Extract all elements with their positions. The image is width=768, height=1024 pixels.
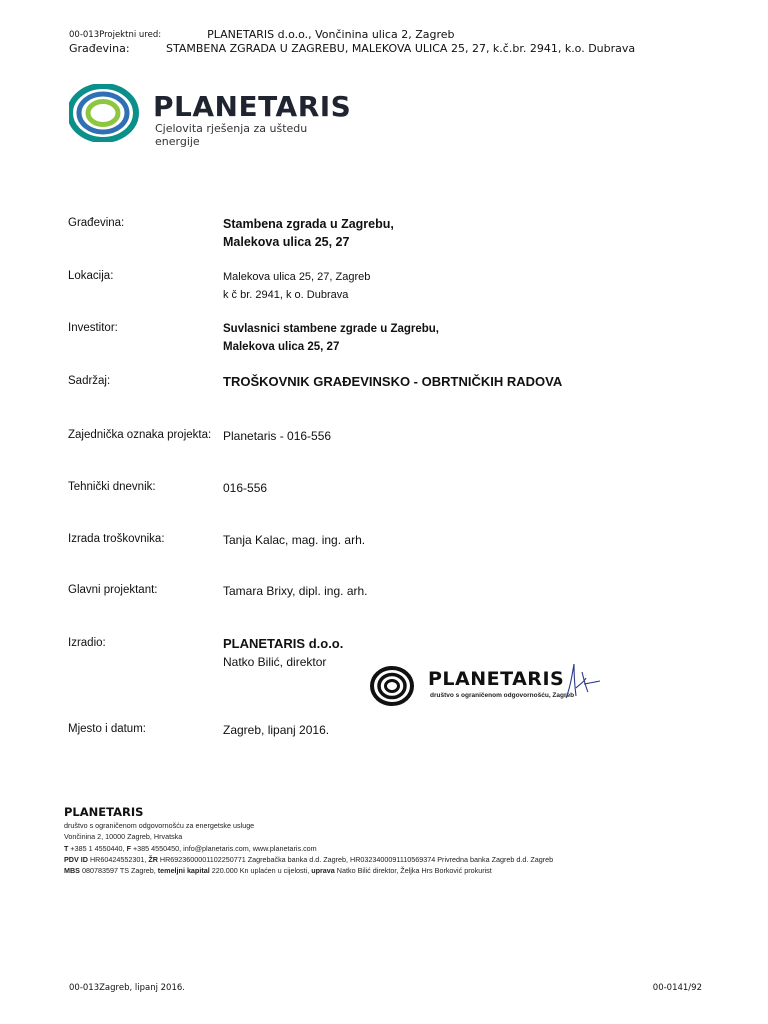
field-value-dnevnik: 016-556: [223, 481, 268, 495]
field-label-izrada: Izrada troškovnika:: [68, 533, 165, 545]
logo-wordmark: PLANETARIS: [153, 90, 352, 123]
izradio-company: PLANETARIS d.o.o.: [223, 636, 344, 651]
field-value-investitor: [223, 320, 439, 356]
header-office-value: PLANETARIS d.o.o., Vončinina ulica 2, Zagreb: [207, 28, 455, 41]
planetaris-logo: [69, 84, 352, 148]
mbs-value: 080783597 TS Zagreb,: [81, 866, 156, 876]
investitor-line1: Suvlasnici stambene zgrade u Zagrebu,: [223, 323, 440, 335]
phone-value: +385 1 4550440,: [70, 843, 125, 853]
uprava-label: uprava: [311, 866, 335, 876]
logo-tagline: Cjelovita rješenja za uštedu energije: [155, 122, 308, 148]
header-code: 00-013: [69, 30, 100, 40]
pdv-label: PDV ID: [64, 854, 88, 864]
company-stamp: [370, 662, 600, 710]
field-label-dnevnik: Tehnički dnevnik:: [68, 481, 156, 493]
company-info: [64, 804, 600, 876]
field-value-izrada: Tanja Kalac, mag. ing. arh.: [223, 533, 366, 547]
fax-label: F: [126, 843, 131, 853]
zr-label: ŽR: [148, 854, 158, 864]
field-label-mjesto: Mjesto i datum:: [68, 723, 146, 735]
header-building-value: STAMBENA ZGRADA U ZAGREBU, MALEKOVA ULICA 25, 27, k.č.br. 2941, k.o. Dubrava: [166, 42, 636, 55]
field-label-sadrzaj: Sadržaj:: [68, 375, 111, 387]
header-building-label: Građevina:: [69, 42, 130, 55]
signature-icon: [562, 658, 602, 704]
header-row-office: [69, 28, 635, 42]
gradevina-line1: Stambena zgrada u Zagrebu,: [223, 217, 394, 231]
mbs-label: MBS: [64, 866, 80, 876]
field-label-izradio: Izradio:: [68, 637, 106, 649]
header-row-building: [69, 42, 635, 55]
stamp-wordmark: PLANETARIS: [428, 668, 565, 690]
document-header: [69, 28, 635, 55]
company-description: društvo s ograničenom odgovornošću za energetske usluge: [64, 821, 255, 830]
field-label-investitor: Investitor:: [68, 322, 118, 334]
kapital-label: temeljni kapital: [157, 866, 210, 876]
field-value-gradevina: [223, 215, 394, 251]
kapital-value: 220.000 Kn uplaćen u cijelosti,: [211, 866, 310, 876]
zr-value: HR6923600001102250771 Zagrebačka banka d.d. Zagreb, HR0323400091110569374 Privredna banka Zagreb d.d. Zagreb: [159, 854, 554, 864]
company-address: Vončinina 2, 10000 Zagreb, Hrvatska: [64, 832, 183, 842]
field-value-lokacija: [223, 268, 370, 304]
footer-page-number: 00-0141/92: [652, 983, 702, 993]
planetaris-swirl-icon: [69, 84, 141, 142]
gradevina-line2: Malekova ulica 25, 27: [223, 235, 350, 249]
phone-label: T: [64, 843, 69, 853]
field-value-izradio: [223, 635, 343, 671]
uprava-value: Natko Bilić direktor, Željka Hrs Borković prokurist: [336, 866, 492, 876]
company-registry: [64, 865, 600, 876]
company-contact: [64, 843, 600, 854]
company-name: PLANETARIS: [64, 805, 144, 819]
stamp-swirl-icon: [370, 664, 426, 708]
field-label-glavni: Glavni projektant:: [68, 584, 158, 596]
fax-value: +385 4550450, info@planetaris.com, www.planetaris.com: [132, 843, 317, 853]
field-value-mjesto: Zagreb, lipanj 2016.: [223, 723, 330, 737]
pdv-value: HR60424552301,: [89, 854, 147, 864]
investitor-line2: Malekova ulica 25, 27: [223, 341, 340, 353]
field-label-oznaka: Zajednička oznaka projekta:: [68, 429, 212, 441]
lokacija-line2: k č br. 2941, k o. Dubrava: [223, 289, 349, 301]
header-office-label: Projektni ured:: [99, 30, 162, 40]
field-value-glavni: Tamara Brixy, dipl. ing. arh.: [223, 584, 368, 598]
stamp-subtitle: društvo s ograničenom odgovornošću, Zagreb: [430, 692, 575, 699]
company-bank: [64, 854, 600, 865]
izradio-person: Natko Bilić, direktor: [223, 655, 327, 669]
field-label-gradevina: Građevina:: [68, 217, 125, 229]
field-value-oznaka: Planetaris - 016-556: [223, 429, 332, 443]
field-label-lokacija: Lokacija:: [68, 270, 114, 282]
field-value-sadrzaj: TROŠKOVNIK GRAĐEVINSKO - OBRTNIČKIH RADOVA: [223, 374, 563, 389]
lokacija-line1: Malekova ulica 25, 27, Zagreb: [223, 271, 371, 283]
footer-left: 00-013Zagreb, lipanj 2016.: [69, 983, 185, 993]
